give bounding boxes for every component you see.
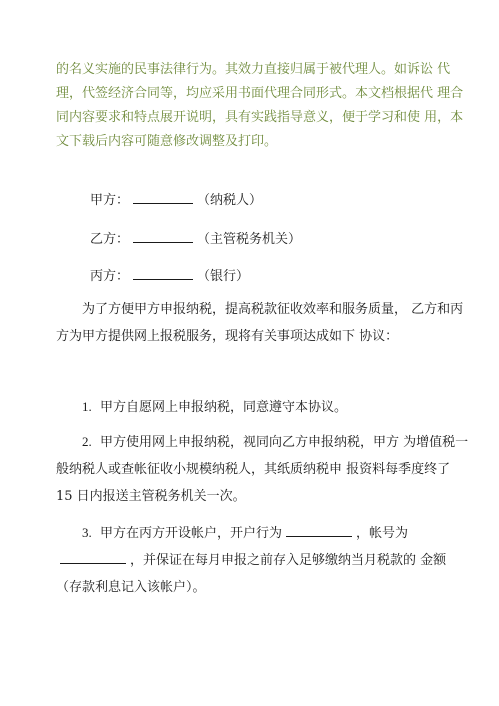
- party-yi-role: （主管税务机关）: [197, 232, 302, 247]
- party-bing-blank: [133, 266, 193, 280]
- clause-1-text: 甲方自愿网上申报纳税，同意遵守本协议。: [100, 400, 348, 415]
- party-jia-line: [90, 190, 262, 211]
- clause-2-number: 2.: [82, 434, 92, 449]
- party-yi-blank: [133, 229, 193, 243]
- clause-3-text-a: 甲方在丙方开设帐户，开户行为: [100, 526, 283, 541]
- clause-3-bank-blank: [286, 523, 352, 537]
- party-jia-blank: [133, 190, 193, 204]
- preamble-paragraph: 为了方便甲方申报纳税，提高税款征收效率和服务质量， 乙方和丙方为甲方提供网上报税服务，现将有关事项达成如下 协议：: [56, 302, 464, 344]
- clause-1: [56, 393, 470, 421]
- clause-3: [56, 519, 470, 601]
- clause-2-text: 甲方使用网上申报纳税，视同向乙方申报纳税，甲方 为增值税一般纳税人或查帐征收小规模纳税人，其纸质纳税申 报资料每季度终了 15 日内报送主管税务机关一次。: [56, 435, 469, 504]
- party-bing-role: （银行）: [197, 269, 250, 284]
- clause-3-text-b: ，帐号为: [356, 526, 409, 541]
- intro-paragraph: 的名义实施的民事法律行为。其效力直接归属于被代理人。如诉讼 代理，代签经济合同等，均应采用书面代理合同形式。本文档根据代 理合同内容要求和特点展开说明，具有实践指导意义，便于学习和使 用，本文下载后内容可随意修改调整及打印。: [56, 62, 464, 149]
- party-bing-line: [90, 266, 249, 287]
- party-yi-line: [90, 229, 301, 250]
- party-yi-label: 乙方：: [90, 232, 130, 247]
- clause-1-number: 1.: [82, 399, 92, 414]
- party-bing-label: 丙方：: [90, 269, 130, 284]
- clause-2: [56, 428, 470, 510]
- party-jia-role: （纳税人）: [197, 193, 263, 208]
- clause-3-account-blank: [60, 550, 126, 564]
- clause-3-text-c: ，并保证在每月申报之前存入足够缴纳当月税款的 金额（存款利息记入该帐户）。: [56, 553, 447, 595]
- clause-3-number: 3.: [82, 525, 92, 540]
- party-jia-label: 甲方：: [90, 193, 130, 208]
